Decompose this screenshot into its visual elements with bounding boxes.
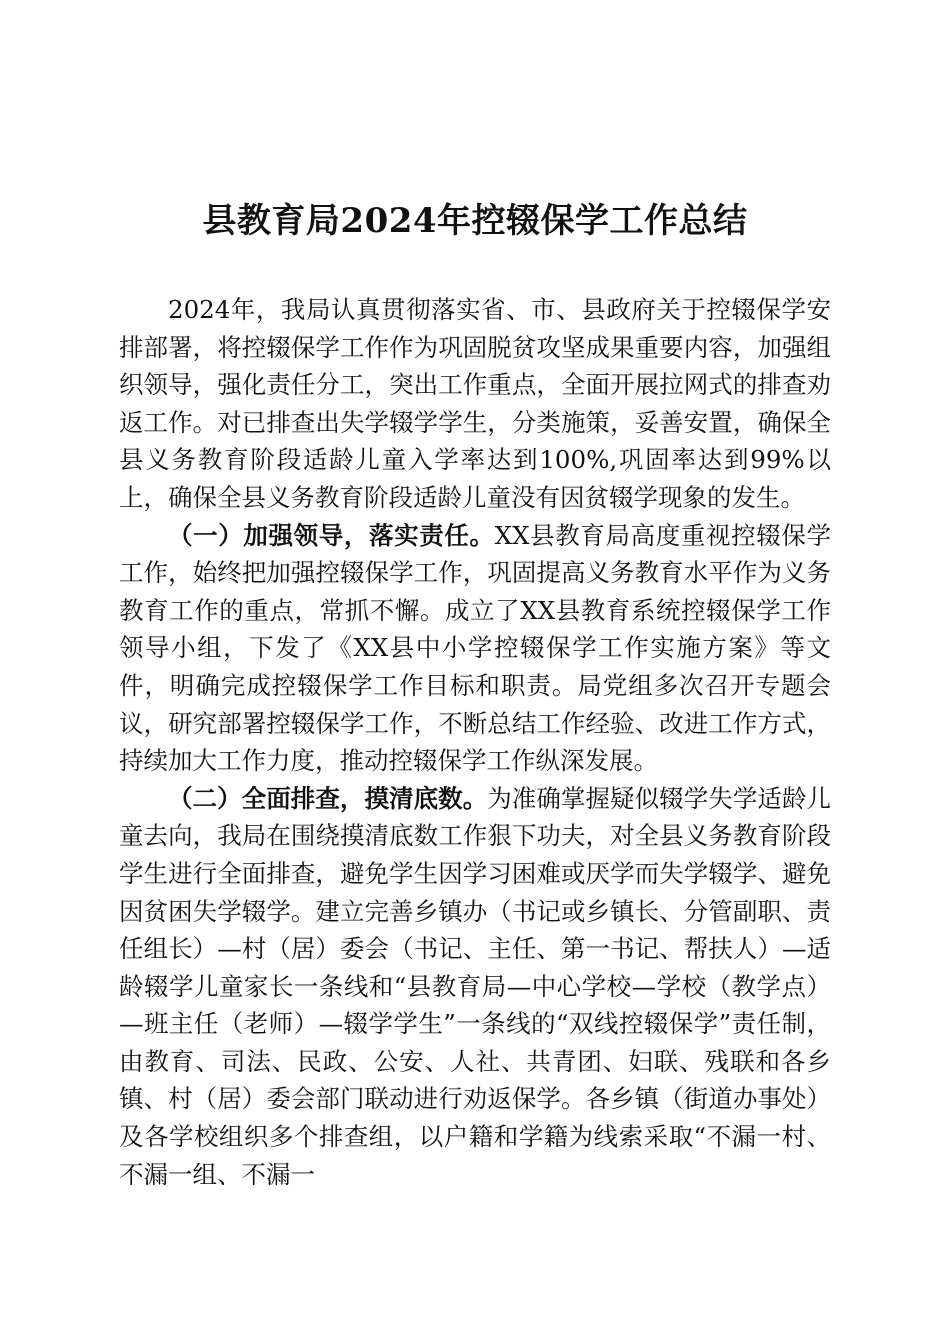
paragraph-intro — [119, 291, 831, 517]
document-title: 县教育局2024年控辍保学工作总结 — [202, 201, 748, 241]
paragraph-section-1 — [119, 517, 831, 780]
paragraph-intro-text: 2024年，我局认真贯彻落实省、市、县政府关于控辍保学安排部署，将控辍保学工作作为巩固脱贫攻坚成果重要内容，加强组织领导，强化责任分工，突出工作重点，全面开展拉网式的排查劝返工作。对已排查出失学辍学学生，分类施策，妥善安置，确保全县义务教育阶段适龄儿童入学率达到100%,巩固率达到99%以上，确保全县义务教育阶段适龄儿童没有因贫辍学现象的发生。 — [119, 295, 831, 512]
document-body — [119, 291, 831, 1193]
section-2-heading: （二）全面排查，摸清底数。 — [168, 783, 488, 813]
paragraph-section-2 — [119, 780, 831, 1194]
section-1-text: XX县教育局高度重视控辍保学工作，始终把加强控辍保学工作，巩固提高义务教育水平作为义务教育工作的重点，常抓不懈。成立了XX县教育系统控辍保学工作领导小组，下发了《XX县中小学控辍保学工作实施方案》等文件，明确完成控辍保学工作目标和职责。局党组多次召开专题会议，研究部署控辍保学工作，不断总结工作经验、改进工作方式，持续加大工作力度，推动控辍保学工作纵深发展。 — [119, 520, 831, 776]
section-2-text: 为准确掌握疑似辍学失学适龄儿童去向，我局在围绕摸清底数工作狠下功夫，对全县义务教育阶段学生进行全面排查，避免学生因学习困难或厌学而失学辍学、避免因贫困失学辍学。建立完善乡镇办（书记或乡镇长、分管副职、责任组长）—村（居）委会（书记、主任、第一书记、帮扶人）—适龄辍学儿童家长一条线和“县教育局—中心学校—学校（教学点）—班主任（老师）—辍学学生”一条线的“双线控辍保学”责任制，由教育、司法、民政、公安、人社、共青团、妇联、残联和各乡镇、村（居）委会部门联动进行劝返保学。各乡镇（街道办事处）及各学校组织多个排查组，以户籍和学籍为线索采取“不漏一村、不漏一组、不漏一 — [119, 783, 831, 1189]
section-1-heading: （一）加强领导，落实责任。 — [168, 520, 495, 550]
